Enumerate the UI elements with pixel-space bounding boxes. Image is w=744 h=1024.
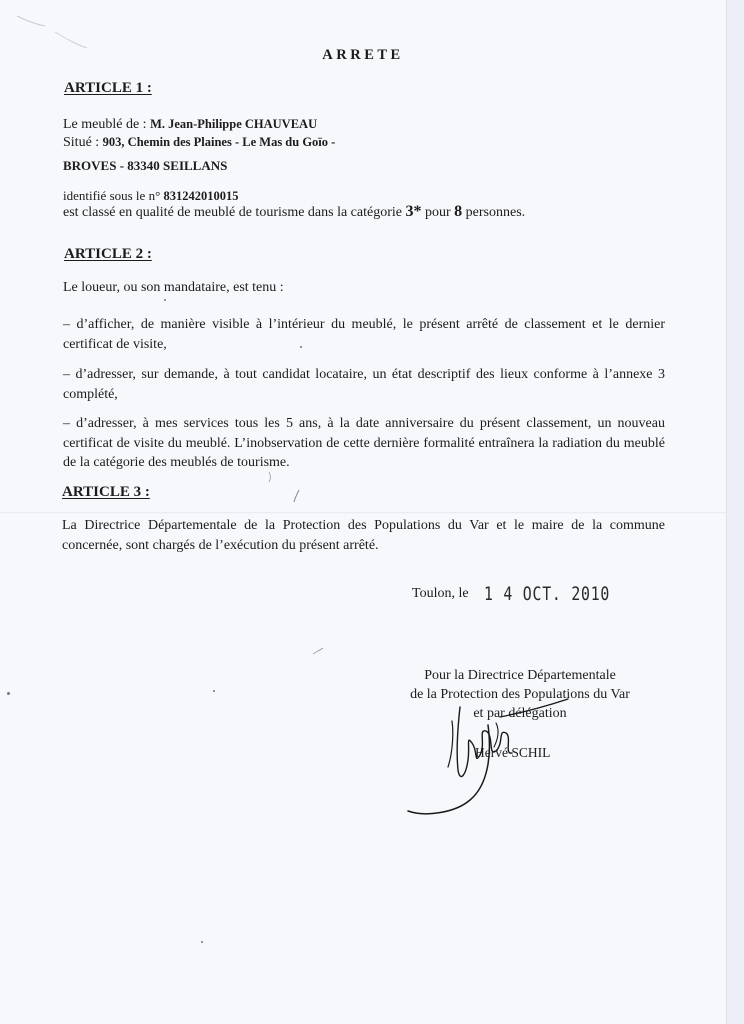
- scan-mark: [312, 646, 324, 656]
- handwritten-signature-icon: [400, 695, 590, 825]
- article-2-heading: ARTICLE 2 :: [64, 246, 152, 262]
- obligation-item: – d’adresser, à mes services tous les 5 ans, à la date anniversaire du présent classement, un nouveau certificat de visite du meublé. L’inobservation de cette dernière formalité entraînera la radiation du meublé de la catégorie des meublés de tourisme.: [63, 416, 665, 470]
- scan-speck: [7, 692, 10, 695]
- capacity-suffix: personnes.: [465, 205, 526, 220]
- address-line-2: BROVES - 83340 SEILLANS: [63, 158, 228, 173]
- scan-mark: [292, 488, 302, 504]
- signature-line-2: de la Protection des Populations du Var: [410, 687, 630, 702]
- location-prefix: Situé :: [63, 135, 100, 150]
- article-3-heading: ARTICLE 3 :: [62, 484, 150, 500]
- id-number: 831242010015: [163, 189, 239, 203]
- classification-line: [63, 203, 525, 221]
- article-1-heading: ARTICLE 1 :: [64, 80, 152, 96]
- owner-line: [63, 117, 317, 133]
- id-prefix: identifié sous le n°: [63, 188, 161, 203]
- obligation-item: – d’adresser, sur demande, à tout candidat locataire, un état descriptif des lieux conforme à l’annexe 3 complété,: [63, 367, 665, 402]
- place-label: Toulon, le: [412, 586, 469, 601]
- scan-mark: [266, 470, 274, 484]
- obligation-item: – d’afficher, de manière visible à l’intérieur du meublé, le présent arrêté de classement et le dernier certificat de visite,: [63, 317, 665, 352]
- location-line: [63, 135, 335, 151]
- signature-line-1: Pour la Directrice Départementale: [424, 668, 616, 683]
- scan-speck: [164, 299, 166, 301]
- id-line: [63, 188, 239, 204]
- address-line-1: 903, Chemin des Plaines - Le Mas du Goïo -: [102, 135, 336, 149]
- scan-speck: [213, 690, 215, 692]
- scan-speck: [300, 346, 302, 348]
- signer-name: Hervé SCHIL: [475, 745, 551, 760]
- date-stamp: 1 4 OCT. 2010: [484, 583, 611, 605]
- signature-line-3: et par délégation: [473, 706, 567, 721]
- capacity-value: 8: [454, 203, 463, 220]
- paper-fold: [0, 512, 726, 514]
- category-value: 3*: [405, 203, 422, 220]
- owner-prefix: Le meublé de :: [63, 117, 147, 132]
- article-2-intro: Le loueur, ou son mandataire, est tenu :: [63, 280, 284, 295]
- scan-speck: [201, 941, 203, 943]
- document-title: ARRETE: [322, 47, 404, 63]
- owner-name: M. Jean-Philippe CHAUVEAU: [150, 117, 318, 131]
- capacity-prefix: pour: [424, 205, 451, 220]
- article-3-text: La Directrice Départementale de la Protection des Populations du Var et le maire de la commune concernée, sont chargés de l’exécution du présent arrêté.: [62, 518, 665, 553]
- classification-prefix: est classé en qualité de meublé de tourisme dans la catégorie: [63, 205, 402, 220]
- page-edge: [726, 0, 744, 1024]
- scan-mark: [15, 10, 95, 50]
